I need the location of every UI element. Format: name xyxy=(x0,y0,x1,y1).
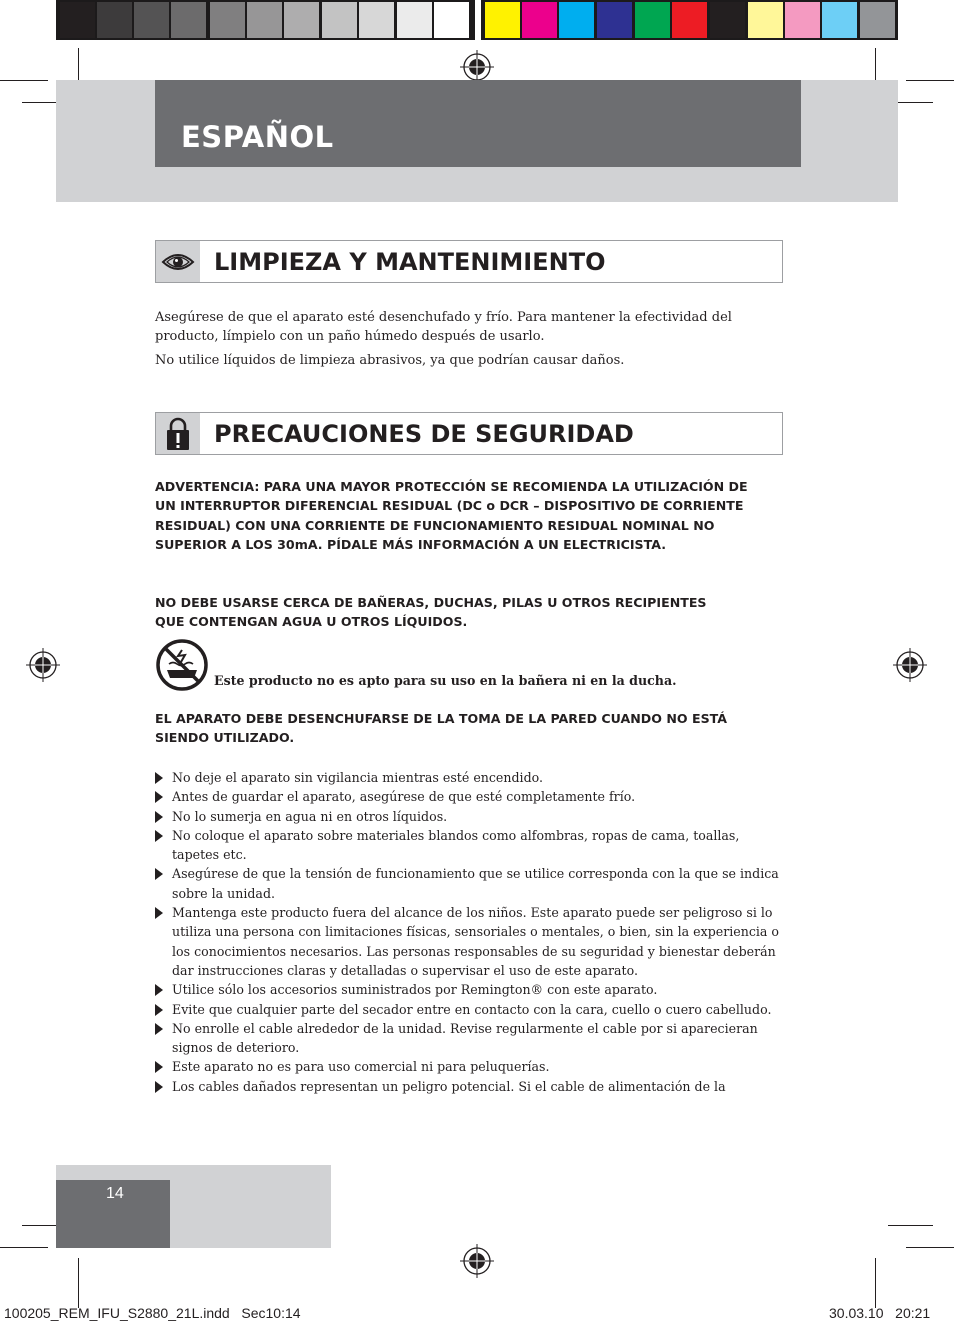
color-swatch xyxy=(672,2,707,38)
eye-icon xyxy=(156,241,200,282)
list-item-text: No coloque el aparato sobre materiales blandos como alfombras, ropas de cama, toallas, tapetes etc. xyxy=(172,827,740,863)
color-swatch xyxy=(134,2,169,38)
list-item-text: Los cables dañados representan un peligro potencial. Si el cable de alimentación de la xyxy=(172,1078,726,1094)
list-item-text: No deje el aparato sin vigilancia mientras esté encendido. xyxy=(172,770,544,785)
list-item-text: Utilice sólo los accesorios suministrados por Remington® con este aparato. xyxy=(172,982,658,998)
warning-water: NO DEBE USARSE CERCA DE BAÑERAS, DUCHAS, PILAS U OTROS RECIPIENTES QUE CONTENGAN AGUA U OTROS LÍQUIDOS. xyxy=(155,595,707,630)
list-item-text: Asegúrese de que la tensión de funcionamiento que se utilice corresponda con la que se indica sobre la unidad. xyxy=(172,866,779,901)
color-swatch xyxy=(748,2,783,38)
bullet-arrow-icon xyxy=(155,1081,163,1093)
list-item-text: Evite que cualquier parte del secador entre en contacto con la cara, cuello o cuero cabelludo. xyxy=(172,1001,772,1017)
list-item-text: Este aparato no es para uso comercial ni para peluquerías. xyxy=(172,1059,550,1075)
crop-mark xyxy=(875,1258,876,1308)
color-swatch xyxy=(247,2,282,38)
registration-mark-icon xyxy=(893,648,927,682)
no-bath-icon xyxy=(155,638,209,692)
registration-mark-icon xyxy=(460,50,494,84)
list-item xyxy=(155,807,785,826)
slug-filename: 100205_REM_IFU_S2880_21L.indd Sec10:14 xyxy=(4,1305,301,1321)
bullet-arrow-icon xyxy=(155,1004,163,1016)
color-swatch xyxy=(397,2,432,38)
color-swatch xyxy=(785,2,820,38)
cleaning-paragraph-2: No utilice líquidos de limpieza abrasivos, ya que podrían causar daños. xyxy=(155,353,625,368)
bullet-arrow-icon xyxy=(155,868,163,880)
crop-mark xyxy=(906,1247,954,1248)
bullet-arrow-icon xyxy=(155,984,163,996)
bullet-arrow-icon xyxy=(155,791,163,803)
color-swatch xyxy=(97,2,132,38)
crop-mark xyxy=(0,80,48,81)
color-swatch xyxy=(284,2,319,38)
bath-note: Este producto no es apto para su uso en la bañera ni en la ducha. xyxy=(214,673,677,688)
list-item xyxy=(155,864,785,903)
color-swatch xyxy=(635,2,670,38)
color-swatch xyxy=(559,2,594,38)
list-item xyxy=(155,1077,785,1096)
list-item-text: Antes de guardar el aparato, asegúrese de que esté completamente frío. xyxy=(172,789,636,805)
registration-mark-icon xyxy=(26,648,60,682)
color-swatch xyxy=(860,2,895,38)
list-item-text: Mantenga este producto fuera del alcance de los niños. Este aparato puede ser peligroso si lo utiliza una persona con limitaciones físicas, sensoriales o mentales, o bien, sin la experiencia o los conocimientos necesarios. Las personas responsables de su seguridad y bienestar deberán dar instrucciones claras y detalladas o supervisar el uso de este aparato. xyxy=(172,905,780,978)
color-swatch xyxy=(434,2,469,38)
color-swatch xyxy=(597,2,632,38)
color-swatch xyxy=(60,2,95,38)
list-item xyxy=(155,980,785,999)
bullet-arrow-icon xyxy=(155,830,163,842)
color-swatch xyxy=(485,2,520,38)
section-header-safety xyxy=(155,412,783,455)
cleaning-paragraph-1: Asegúrese de que el aparato esté desenchufado y frío. Para mantener la efectividad del producto, límpielo con un paño húmedo después de usarlo. xyxy=(155,310,732,344)
list-item xyxy=(155,768,785,787)
color-swatch xyxy=(171,2,206,38)
list-item xyxy=(155,1057,785,1076)
list-item-text: No lo sumerja en agua ni en otros líquidos. xyxy=(172,808,448,824)
warning-rcd: ADVERTENCIA: PARA UNA MAYOR PROTECCIÓN SE RECOMIENDA LA UTILIZACIÓN DE UN INTERRUPTOR DIFERENCIAL RESIDUAL (DC o DCR – DISPOSITIVO DE CORRIENTE RESIDUAL) CON UNA CORRIENTE DE FUNCIONAMIENTO RESIDUAL NOMINAL NO SUPERIOR A LOS 30mA. PÍDALE MÁS INFORMACIÓN A UN ELECTRICISTA. xyxy=(155,479,748,552)
page-number-box xyxy=(56,1180,170,1248)
list-item xyxy=(155,1000,785,1019)
list-item xyxy=(155,1019,785,1058)
list-item-text: No enrolle el cable alrededor de la unidad. Revise regularmente el cable por si aparecieran signos de deterioro. xyxy=(172,1020,758,1056)
color-swatch xyxy=(522,2,557,38)
list-item xyxy=(155,826,785,865)
color-swatch xyxy=(359,2,394,38)
slug-date: 30.03.10 20:21 xyxy=(829,1305,931,1321)
section-header-cleaning xyxy=(155,240,783,283)
page-number: 14 xyxy=(106,1185,124,1202)
warning-unplug: EL APARATO DEBE DESENCHUFARSE DE LA TOMA DE LA PARED CUANDO NO ESTÁ SIENDO UTILIZADO. xyxy=(155,711,727,746)
crop-mark xyxy=(888,1225,933,1226)
color-swatch xyxy=(322,2,357,38)
header-title-box xyxy=(155,80,801,167)
bullet-arrow-icon xyxy=(155,907,163,919)
bullet-arrow-icon xyxy=(155,1023,163,1035)
list-item xyxy=(155,903,785,980)
crop-mark xyxy=(906,80,954,81)
crop-mark xyxy=(0,1247,48,1248)
safety-bullet-list xyxy=(155,768,785,1096)
bullet-arrow-icon xyxy=(155,1061,163,1073)
bullet-arrow-icon xyxy=(155,811,163,823)
bullet-arrow-icon xyxy=(155,772,163,784)
crop-mark xyxy=(78,1258,79,1308)
list-item xyxy=(155,787,785,806)
color-swatch xyxy=(210,2,245,38)
section-title-safety: PRECAUCIONES DE SEGURIDAD xyxy=(214,420,634,448)
color-swatch xyxy=(710,2,745,38)
registration-mark-icon xyxy=(460,1244,494,1278)
color-swatch xyxy=(822,2,857,38)
section-title-cleaning: LIMPIEZA Y MANTENIMIENTO xyxy=(214,248,606,276)
page-title: ESPAÑOL xyxy=(181,120,334,154)
warning-lock-icon xyxy=(156,413,200,454)
